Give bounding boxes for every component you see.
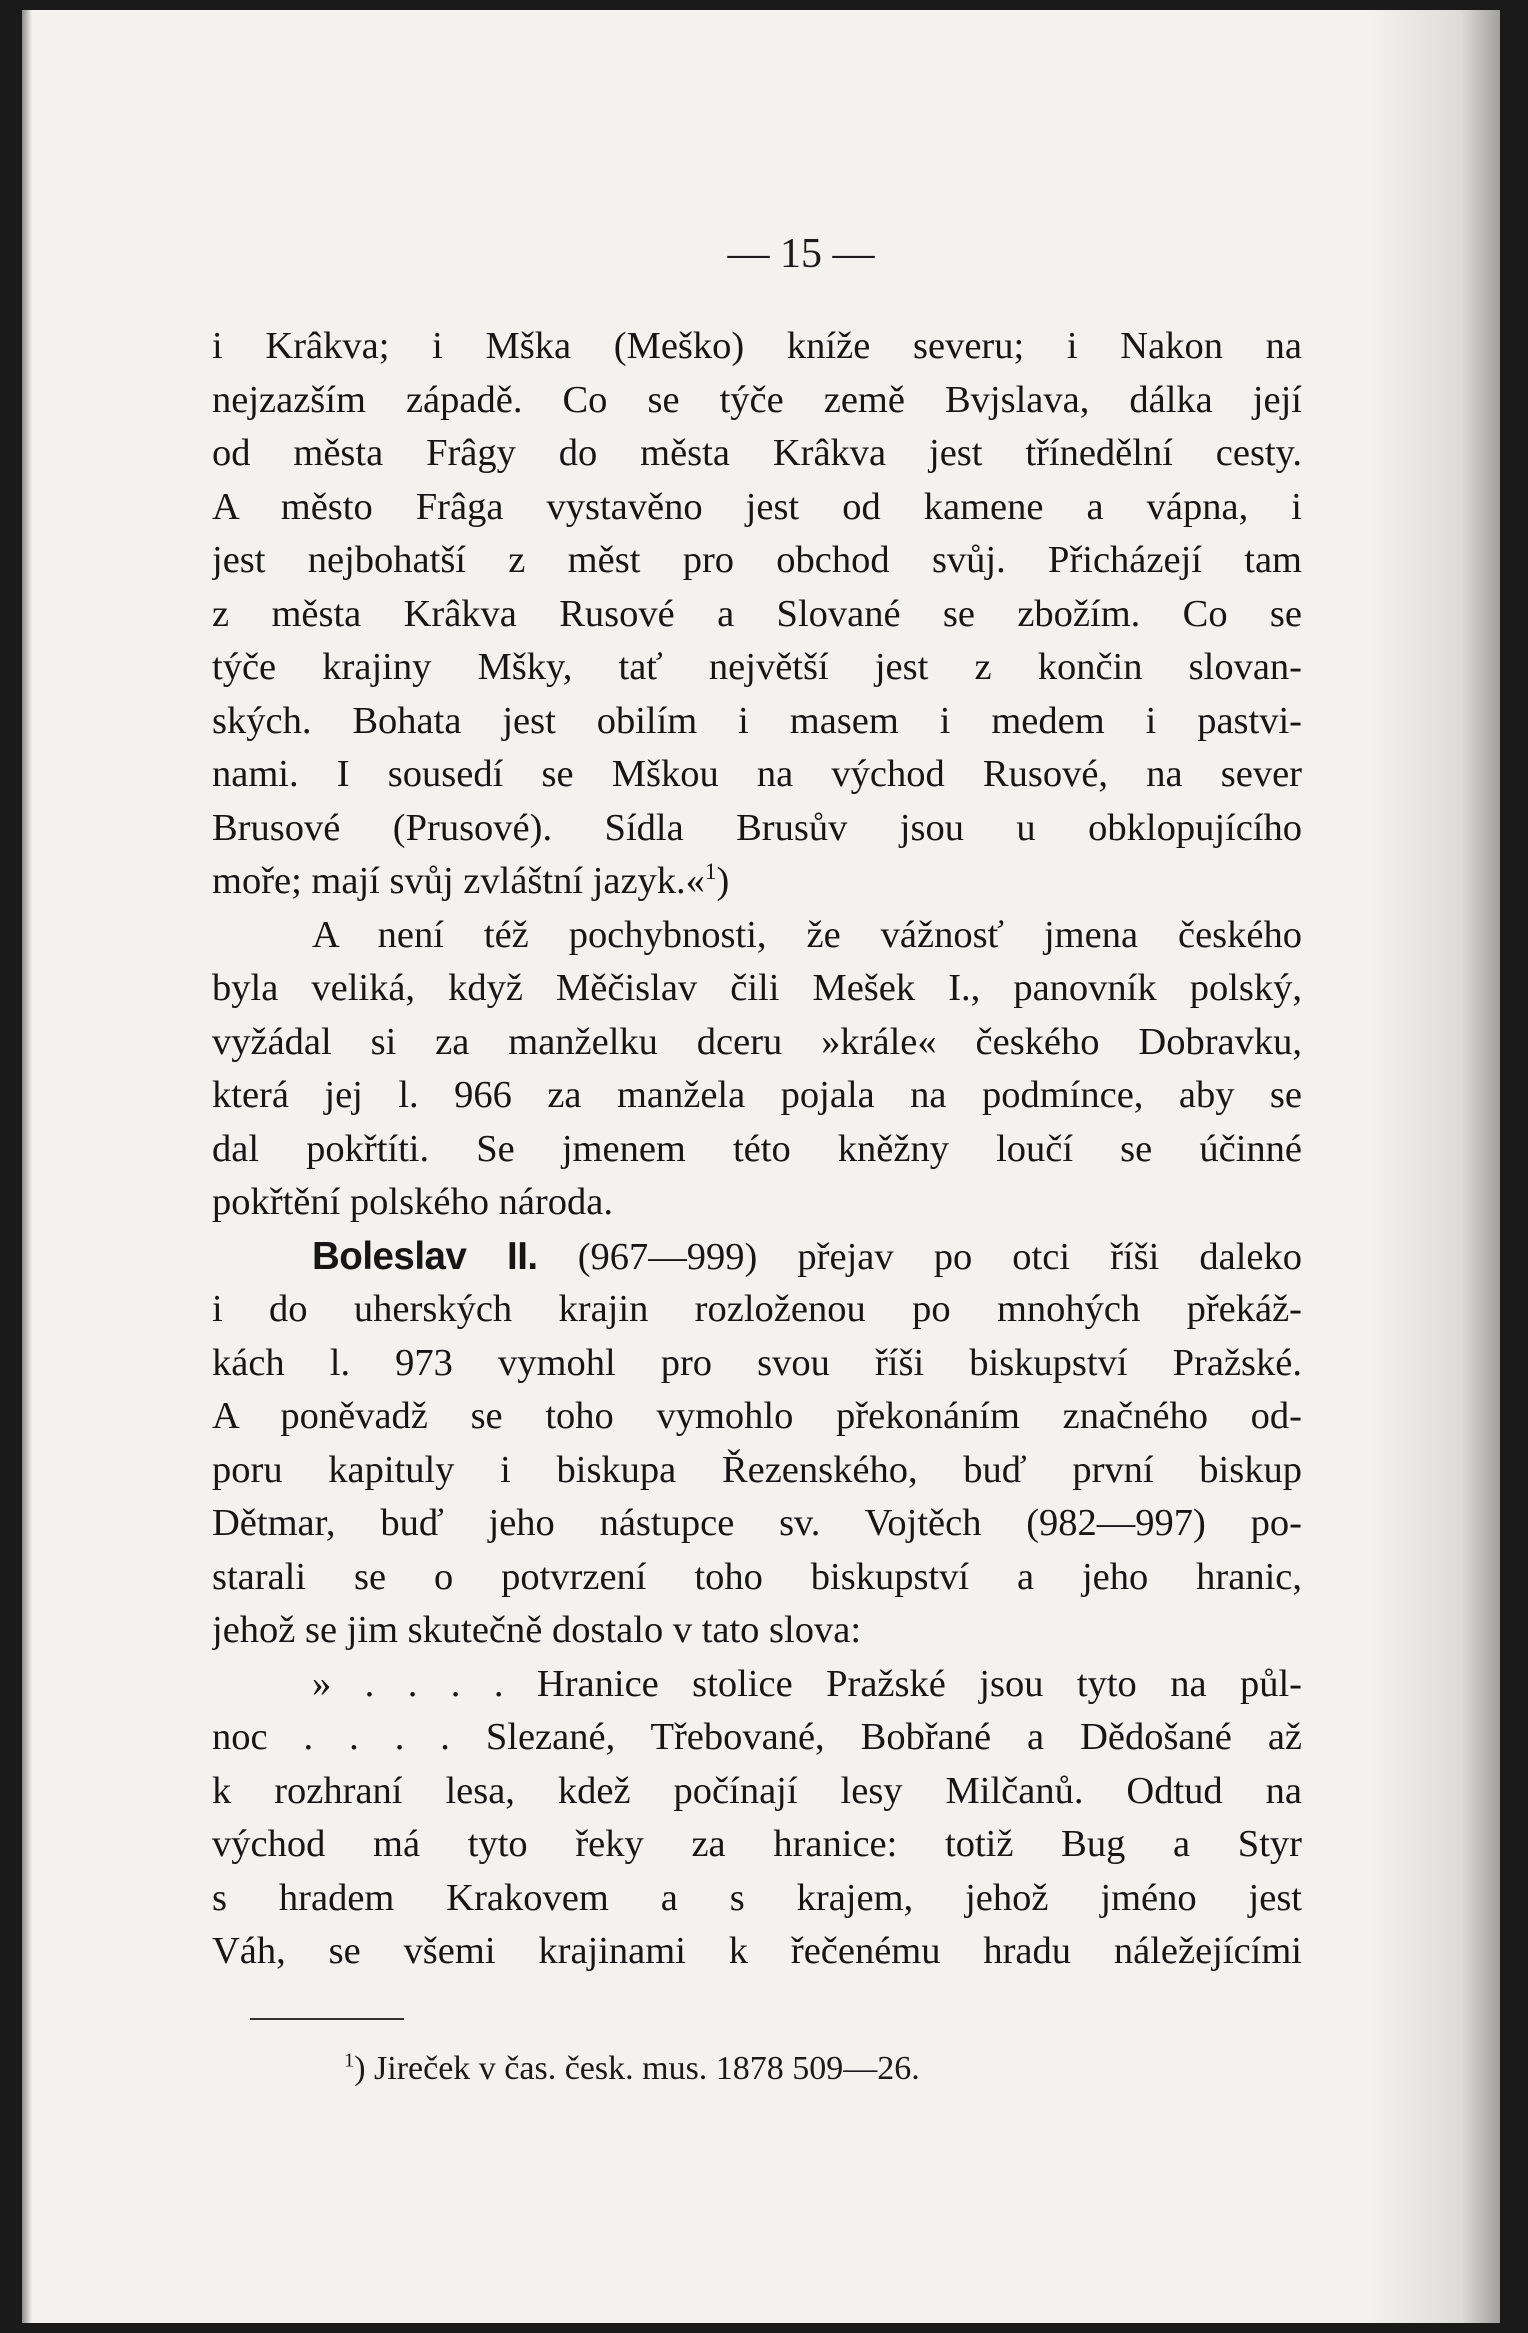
text-line: týče krajiny Mšky, tať největší jest z končin slovan- <box>212 646 1302 688</box>
text-line: A město Frâga vystavěno jest od kamene a vápna, i <box>212 485 1302 528</box>
text-line: i do uherských krajin rozloženou po mnohých překáž- <box>212 1288 1302 1330</box>
footnote-reference-paren: ) <box>716 860 730 902</box>
footnote-divider <box>250 2018 404 2020</box>
text-line: noc . . . . Slezané, Třebované, Bobřané a Dědošané až <box>212 1716 1302 1758</box>
page-left-edge <box>22 10 32 2323</box>
paragraph-end-line: jehož se jim skutečně dostalo v tato slova: <box>212 1609 862 1651</box>
text-line: Váh, se všemi krajinami k řečenému hradu náležejícími <box>212 1930 1302 1972</box>
text-fragment: (967—999) přejav po otci říši daleko <box>577 1235 1302 1278</box>
text-line: ských. Bohata jest obilím i masem i medem i pastvi- <box>212 699 1302 742</box>
footnote-marker: 1 <box>344 2049 355 2072</box>
page-edge-shadow <box>1370 10 1500 2323</box>
text-line: dal pokřtíti. Se jmenem této kněžny loučí se účinné <box>212 1127 1302 1170</box>
text-line: kách l. 973 vymohl pro svou říši biskupství Pražské. <box>212 1341 1302 1384</box>
text-line: která jej l. 966 za manžela pojala na podmínce, aby se <box>212 1074 1302 1116</box>
text-line: východ má tyto řeky za hranice: totiž Bug a Styr <box>212 1823 1302 1865</box>
text-line: nejzazším západě. Co se týče země Bvjslava, dálka její <box>212 378 1302 421</box>
text-line: Dětmar, buď jeho nástupce sv. Vojtěch (982—997) po- <box>212 1502 1302 1544</box>
text-line: A poněvadž se toho vymohlo překonáním značného od- <box>212 1395 1302 1437</box>
footnote-reference[interactable]: 1 <box>704 858 717 885</box>
document-page <box>22 10 1500 2323</box>
page-number: — 15 — <box>727 231 875 277</box>
text-line: Brusové (Prusové). Sídla Brusův jsou u obklopujícího <box>212 806 1302 849</box>
text-line-with-footnote <box>212 855 1302 909</box>
paragraph-start-line: A není též pochybnosti, že vážnosť jmena českého <box>312 913 1302 956</box>
section-heading-boleslav: Boleslav II. <box>312 1234 538 1278</box>
footnote-text: Jireček v čas. česk. mus. 1878 509—26. <box>365 2050 920 2087</box>
text-line: poru kapituly i biskupa Řezenského, buď první biskup <box>212 1448 1302 1491</box>
text-line: byla veliká, když Měčislav čili Mešek I., panovník polský, <box>212 967 1302 1009</box>
section-heading-line <box>212 1230 1302 1284</box>
body-text <box>212 320 1302 1979</box>
text-line: starali se o potvrzení toho biskupství a jeho hranic, <box>212 1555 1302 1598</box>
text-line: s hradem Krakovem a s krajem, jehož jméno jest <box>212 1876 1302 1919</box>
footnote <box>344 2050 920 2088</box>
footnote-marker-paren: ) <box>354 2050 366 2087</box>
text-line: nami. I sousedí se Mškou na východ Rusové, na sever <box>212 753 1302 795</box>
quotation-start-line: » . . . . Hranice stolice Pražské jsou tyto na půl- <box>312 1662 1302 1705</box>
text-line: z města Krâkva Rusové a Slované se zbožím. Co se <box>212 592 1302 635</box>
text-line: vyžádal si za manželku dceru »krále« českého Dobravku, <box>212 1020 1302 1063</box>
paragraph-end-line: pokřtění polského národa. <box>212 1181 613 1223</box>
text-line: jest nejbohatší z měst pro obchod svůj. Přicházejí tam <box>212 539 1302 581</box>
text-line: od města Frâgy do města Krâkva jest třínedělní cesty. <box>212 432 1302 474</box>
text-fragment: moře; mají svůj zvláštní jazyk.« <box>212 860 705 902</box>
text-line: i Krâkva; i Mška (Meško) kníže severu; i Nakon na <box>212 325 1302 367</box>
text-line: k rozhraní lesa, kdež počínají lesy Milčanů. Odtud na <box>212 1769 1302 1812</box>
